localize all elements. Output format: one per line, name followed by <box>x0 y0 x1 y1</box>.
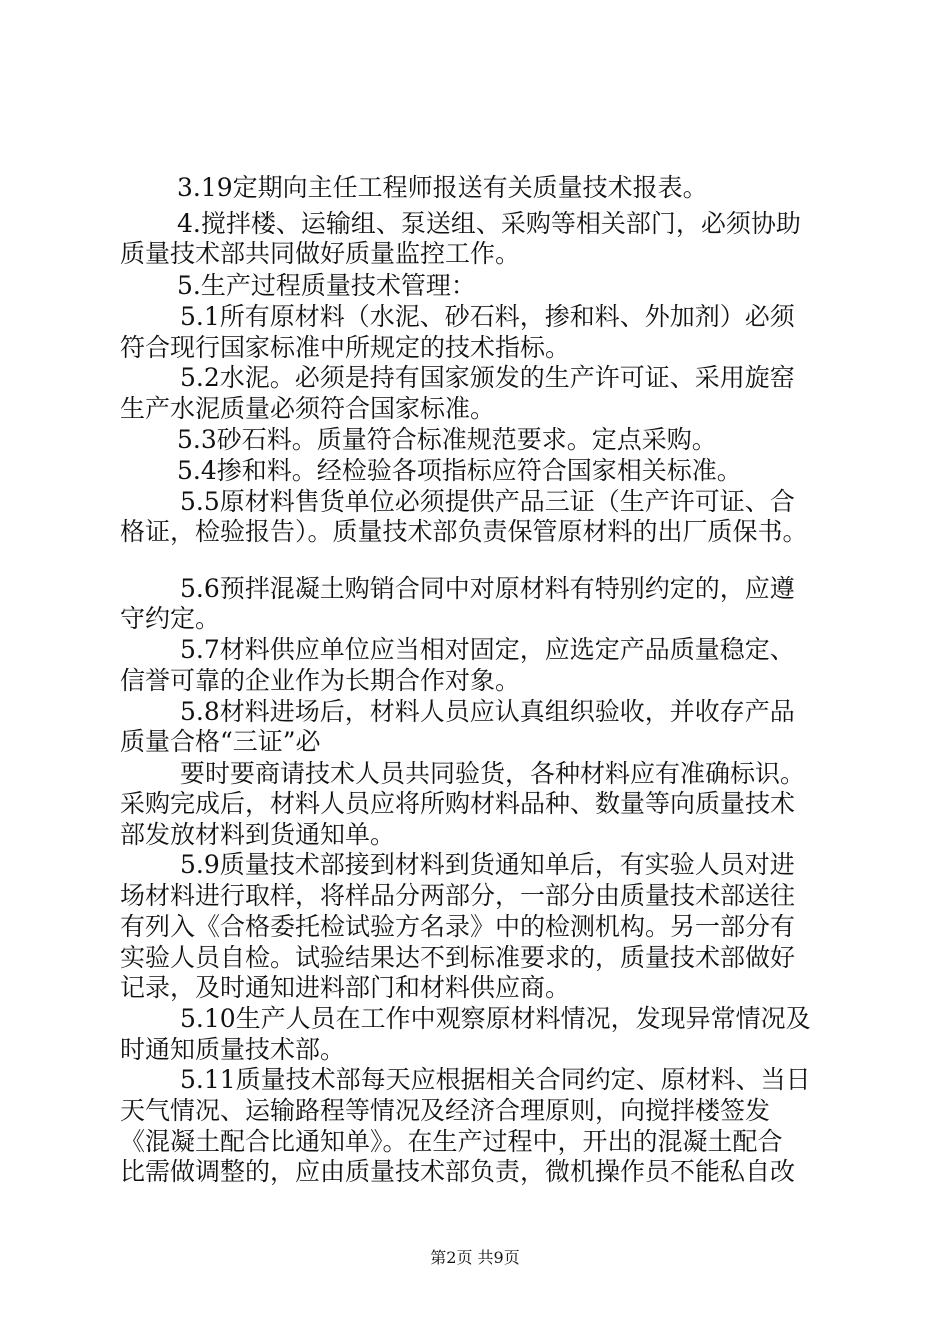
text-line: 时通知质量技术部。 <box>120 1035 346 1064</box>
text-line: 守约定。 <box>120 604 221 633</box>
text-line: 5.10生产人员在工作中观察原材料情况，发现异常情况及 <box>180 1004 811 1033</box>
text-line: 信誉可靠的企业作为长期合作对象。 <box>120 666 521 695</box>
text-line: 要时要商请技术人员共同验货，各种材料应有准确标识。 <box>180 759 806 788</box>
text-line: 采购完成后，材料人员应将所购材料品种、数量等向质量技术 <box>120 789 796 818</box>
text-line: 记录，及时通知进料部门和材料供应商。 <box>120 973 571 1002</box>
text-line: 生产水泥质量必须符合国家标准。 <box>120 394 496 423</box>
text-line: 5.11质量技术部每天应根据相关合同约定、原材料、当日 <box>180 1065 811 1094</box>
text-line: 符合现行国家标准中所规定的技术指标。 <box>120 333 571 362</box>
text-line: 实验人员自检。试验结果达不到标准要求的，质量技术部做好 <box>120 943 796 972</box>
text-line: 格证，检验报告）。质量技术部负责保管原材料的出厂质保书。 <box>120 517 808 546</box>
text-line: 部发放材料到货通知单。 <box>120 820 396 849</box>
text-line: 5.5原材料售货单位必须提供产品三证（生产许可证、合 <box>180 487 795 516</box>
text-line: 天气情况、运输路程等情况及经济合理原则，向搅拌楼签发 <box>120 1096 771 1125</box>
text-line: 5.6预拌混凝土购销合同中对原材料有特别约定的，应遵 <box>180 574 795 603</box>
text-line: 5.2水泥。必须是持有国家颁发的生产许可证、采用旋窑 <box>180 363 795 392</box>
text-line: 5.1所有原材料（水泥、砂石料，掺和料、外加剂）必须 <box>180 302 795 331</box>
text-line: 质量合格“三证”必 <box>120 727 321 756</box>
text-line: 5.8材料进场后，材料人员应认真组织验收，并收存产品 <box>180 697 795 726</box>
text-line: 5.9质量技术部接到材料到货通知单后，有实验人员对进 <box>180 850 795 879</box>
text-line: 5.7材料供应单位应当相对固定，应选定产品质量稳定、 <box>180 635 795 664</box>
text-line: 5.4掺和料。经检验各项指标应符合国家相关标准。 <box>177 456 742 485</box>
text-line: 5.生产过程质量技术管理： <box>177 271 476 300</box>
text-line: 场材料进行取样，将样品分两部分，一部分由质量技术部送往 <box>120 881 796 910</box>
text-line: 质量技术部共同做好质量监控工作。 <box>120 239 521 268</box>
text-line: 《混凝土配合比通知单》。在生产过程中，开出的混凝土配合 <box>120 1127 783 1156</box>
text-line: 5.3砂石料。质量符合标准规范要求。定点采购。 <box>177 425 717 454</box>
text-line: 有列入《合格委托检试验方名录》中的检测机构。另一部分有 <box>120 912 796 941</box>
page-number: 第2页 共9页 <box>430 1248 520 1267</box>
text-line: 3.19定期向主任工程师报送有关质量技术报表。 <box>177 173 708 202</box>
text-line: 比需做调整的，应由质量技术部负责，微机操作员不能私自改 <box>120 1157 796 1186</box>
text-line: 4.搅拌楼、运输组、泵送组、采购等相关部门，必须协助 <box>177 209 801 238</box>
